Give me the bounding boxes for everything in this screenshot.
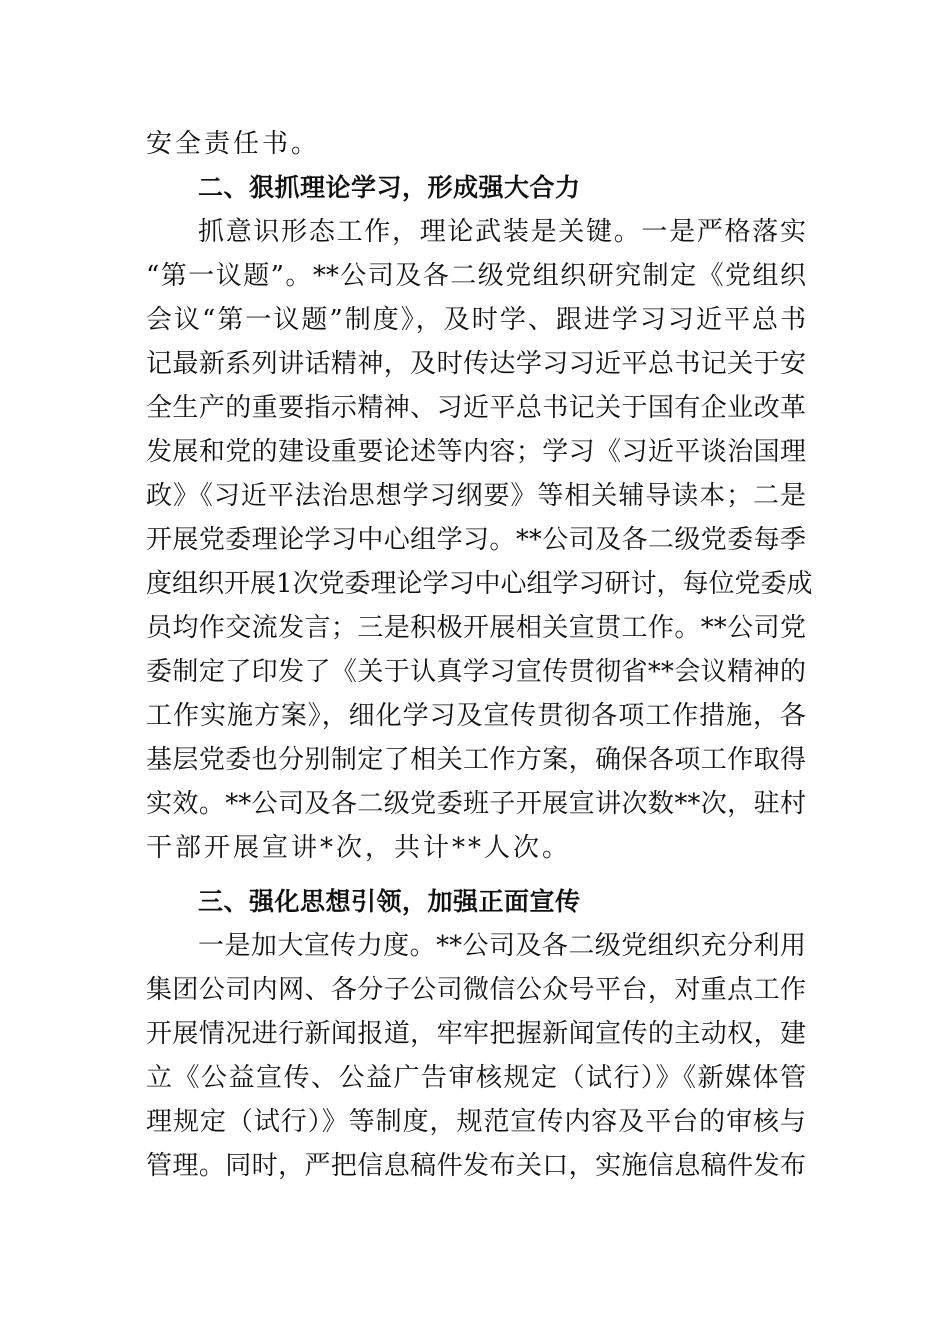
paragraph-line: 基层党委也分别制定了相关工作方案，确保各项工作取得	[146, 745, 806, 775]
paragraph-line: 政》《习近平法治思想学习纲要》等相关辅导读本；二是	[146, 481, 806, 511]
section-heading-two: 二、狠抓理论学习，形成强大合力	[198, 173, 581, 202]
paragraph-line: 发展和党的建设重要论述等内容；学习《习近平谈治国理	[146, 437, 806, 467]
paragraph-line: 开展情况进行新闻报道，牢牢把握新闻宣传的主动权，建	[146, 1019, 806, 1049]
paragraph-line: 员均作交流发言；三是积极开展相关宣贯工作。**公司党	[146, 613, 806, 643]
paragraph-line: 管理。同时，严把信息稿件发布关口，实施信息稿件发布	[146, 1151, 806, 1181]
paragraph-line: 干部开展宣讲*次，共计**人次。	[146, 833, 572, 863]
paragraph-line: 开展党委理论学习中心组学习。**公司及各二级党委每季	[146, 525, 806, 555]
paragraph-line: 工作实施方案》，细化学习及宣传贯彻各项工作措施，各	[146, 701, 806, 731]
paragraph-line: 安全责任书。	[146, 129, 321, 159]
paragraph-line: 集团公司内网、各分子公司微信公众号平台，对重点工作	[146, 975, 806, 1005]
paragraph-line: 记最新系列讲话精神，及时传达学习习近平总书记关于安	[146, 349, 806, 379]
paragraph-line: 一是加大宣传力度。**公司及各二级党组织充分利用	[198, 931, 806, 961]
section-heading-three: 三、强化思想引领，加强正面宣传	[198, 887, 581, 916]
paragraph-line: 实效。**公司及各二级党委班子开展宣讲次数**次，驻村	[146, 789, 806, 819]
paragraph-line: “第一议题”。**公司及各二级党组织研究制定《党组织	[146, 261, 806, 291]
paragraph-line: 抓意识形态工作，理论武装是关键。一是严格落实	[198, 217, 806, 247]
paragraph-line: 会议“第一议题”制度》，及时学、跟进学习习近平总书	[146, 305, 806, 335]
paragraph-line: 理规定（试行）》等制度，规范宣传内容及平台的审核与	[146, 1107, 806, 1137]
paragraph-line: 立《公益宣传、公益广告审核规定（试行）》《新媒体管	[146, 1063, 806, 1093]
paragraph-line: 全生产的重要指示精神、习近平总书记关于国有企业改革	[146, 393, 806, 423]
paragraph-line: 委制定了印发了《关于认真学习宣传贯彻省**会议精神的	[146, 657, 806, 687]
paragraph-line: 度组织开展1次党委理论学习中心组学习研讨，每位党委成	[146, 569, 813, 599]
